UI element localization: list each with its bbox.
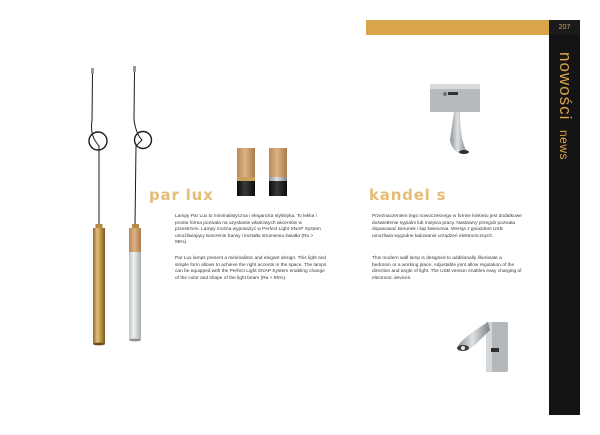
par-lux-description-en: Par Lux lamps present a minimalistic and elegant design. This light and simple form allows to achieve the right accents in the space. The lamps can be equipped with the Perfect Light SNAP System enabling change of the color and shape of the light beam (Ra > 95%). xyxy=(175,256,327,281)
side-title-pl: nowości xyxy=(556,52,575,121)
kandel-s-description-pl: Przeznaczeniem tego nowoczesnego w formie kinkietu jest dodatkowe doświetlenie sypialni lub miejsca pracy. Nastawny przegub pozwala dopasować kierunek i kąt świecenia. Wersja z gniazdem USB umożliwia wygodne ładowanie urządzeń elektronicznych. xyxy=(372,214,522,239)
par-lux-description-pl: Lampy Par Lux to minimalistyczna i elegancka stylistyka. To lekka i prosta forma pozwala na uzyskanie właściwych akcentów w przestrzeni. Lampy można wyposażyć w Perfect Light SNAP System umożliwiający tworzenie barwy i kształtu strumienia światła (Ra > 95%). xyxy=(175,214,321,245)
kandel-s-lamp-image-bottom xyxy=(457,322,508,372)
par-lux-cylinders-image xyxy=(237,148,287,196)
kandel-s-heading: kandel s xyxy=(369,186,447,204)
par-lux-gold-pendant-image xyxy=(89,68,107,345)
side-title-en: news xyxy=(557,130,571,161)
kandel-s-description-en: This modern wall lamp is designed to additionally illuminate a bedroom or a working place. Adjustable joint allow regulation of the direction and angle of light. The USB version enables easy charging of electronic devices. xyxy=(372,256,522,281)
par-lux-heading: par lux xyxy=(149,186,214,204)
page-number: 207 xyxy=(549,20,580,35)
kandel-s-lamp-image-top xyxy=(430,84,480,154)
